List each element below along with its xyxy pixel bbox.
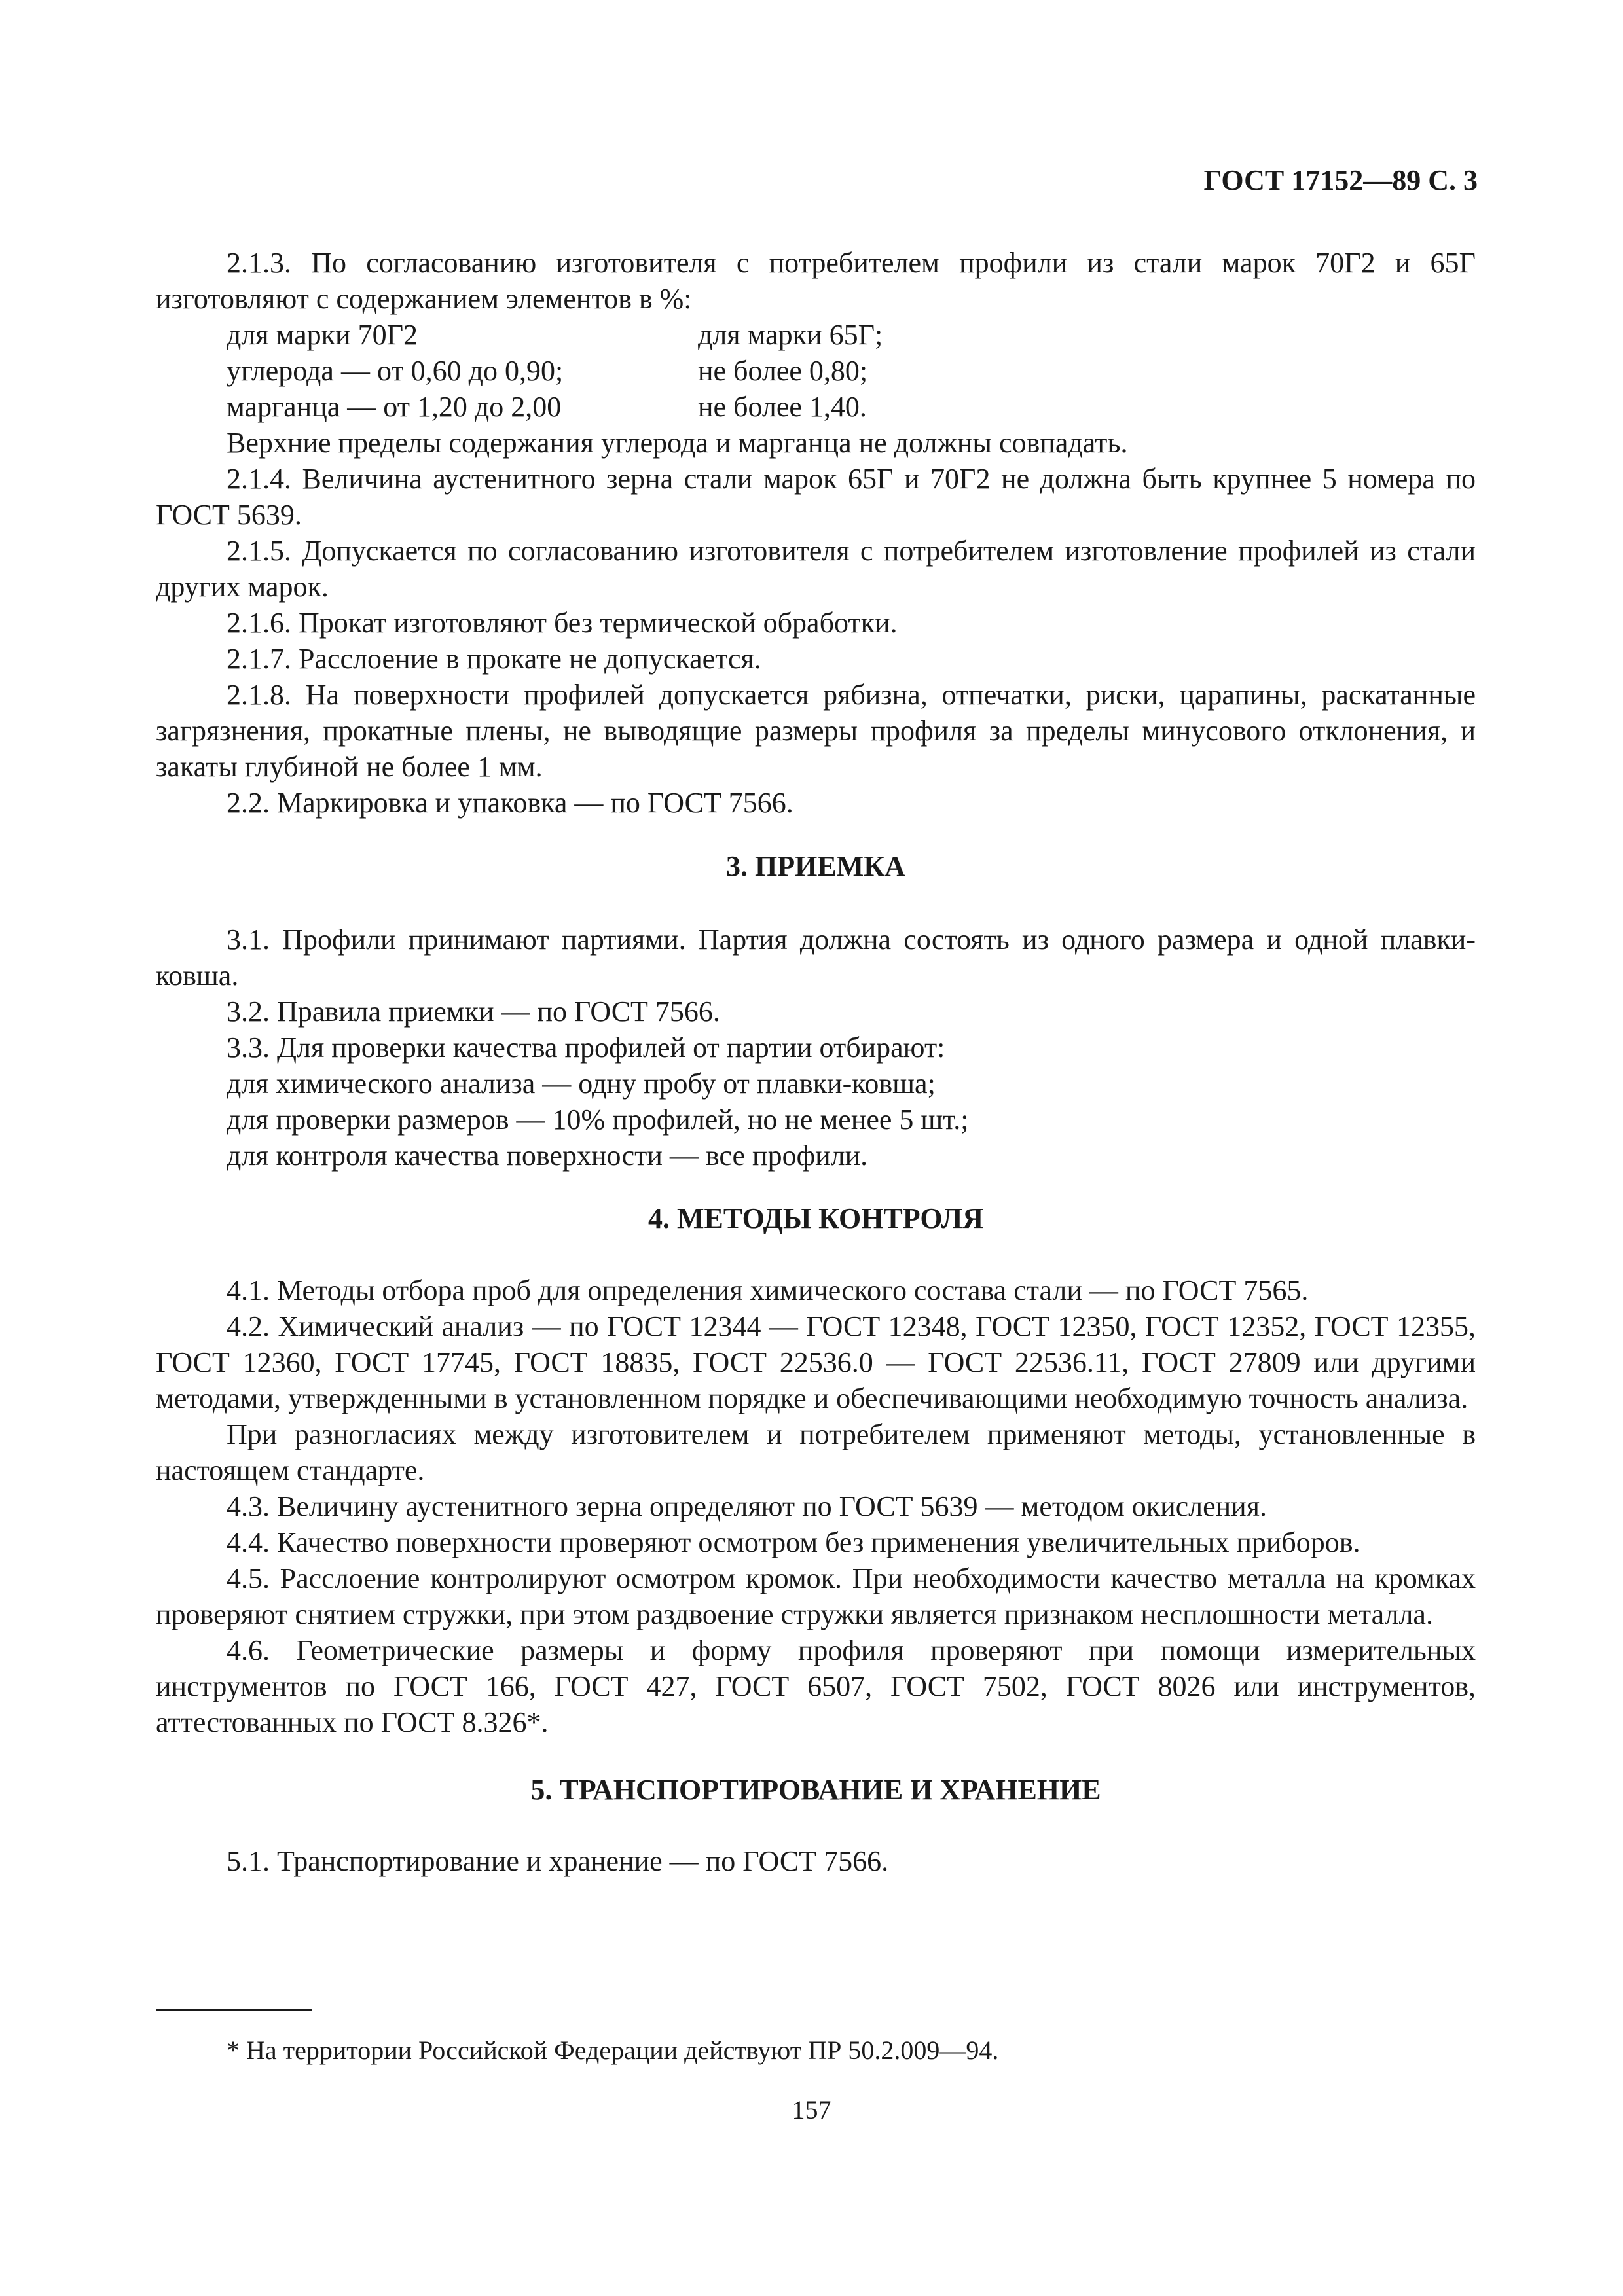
paragraph-2-1-5: 2.1.5. Допускается по согласованию изготовителя с потребителем изготовление профилей из стали других марок. [156,535,1476,603]
list-item: для контроля качества поверхности — все профили. [227,1139,868,1172]
paragraph-2-1-3: 2.1.3. По согласованию изготовителя с потребителем профили из стали марок 70Г2 и 65Г изготовляют с содержанием элементов в %: [156,247,1476,315]
document-body [156,245,1476,1879]
paragraph-3-3: 3.3. Для проверки качества профилей от партии отбирают: [227,1031,945,1064]
paragraph-2-1-7: 2.1.7. Расслоение в прокате не допускается. [227,643,761,675]
footnote: * На территории Российской Федерации действуют ПР 50.2.009—94. [227,2036,999,2065]
paragraph-3-1: 3.1. Профили принимают партиями. Партия должна состоять из одного размера и одной плавки-ковша. [156,924,1476,992]
paragraph-4-2-note: При разногласиях между изготовителем и потребителем применяют методы, установленные в настоящем стандарте. [156,1418,1476,1486]
grade-cell: марганца — от 1,20 до 2,00 [227,391,562,423]
paragraph-4-1: 4.1. Методы отбора проб для определения химического состава стали — по ГОСТ 7565. [227,1274,1309,1306]
grade-row [156,317,1476,353]
paragraph-3-2: 3.2. Правила приемки — по ГОСТ 7566. [227,996,720,1028]
paragraph-2-1-6: 2.1.6. Прокат изготовляют без термической обработки. [227,607,898,639]
grade-row [156,389,1476,425]
grade-cell: не более 1,40. [698,391,867,423]
section-heading-control-methods: 4. МЕТОДЫ КОНТРОЛЯ [648,1202,983,1234]
paragraph-4-2: 4.2. Химический анализ — по ГОСТ 12344 — ГОСТ 12348, ГОСТ 12350, ГОСТ 12352, ГОСТ 12355, ГОСТ 12360, ГОСТ 17745, ГОСТ 18835, ГОСТ 22536.0 — ГОСТ 22536.11, ГОСТ 27809 или другими методами, утвержденными в установленном порядке и обеспечивающими необходимую точность анализа. [156,1310,1476,1414]
list-item: для химического анализа — одну пробу от плавки-ковша; [227,1067,936,1100]
paragraph-4-4: 4.4. Качество поверхности проверяют осмотром без применения увеличительных приборов. [227,1526,1360,1558]
page-number: 157 [792,2095,831,2125]
grade-cell: для марки 65Г; [698,319,883,351]
paragraph-4-3: 4.3. Величину аустенитного зерна определяют по ГОСТ 5639 — методом окисления. [227,1490,1267,1522]
paragraph-2-1-8: 2.1.8. На поверхности профилей допускается рябизна, отпечатки, риски, царапины, раскатанные загрязнения, прокатные плены, не выводящие размеры профиля за пределы минусового отклонения, и закаты глубиной не более 1 мм. [156,679,1476,783]
paragraph-2-1-3-note: Верхние пределы содержания углерода и марганца не должны совпадать. [227,427,1128,459]
paragraph-4-5: 4.5. Расслоение контролируют осмотром кромок. При необходимости качество металла на кромках проверяют снятием стружки, при этом раздвоение стружки является признаком несплошности металла. [156,1562,1476,1630]
grade-cell: углерода — от 0,60 до 0,90; [227,355,564,387]
grade-row [156,353,1476,389]
section-heading-transport-storage: 5. ТРАНСПОРТИРОВАНИЕ И ХРАНЕНИЕ [530,1774,1101,1806]
section-heading-acceptance: 3. ПРИЕМКА [726,850,905,882]
paragraph-5-1: 5.1. Транспортирование и хранение — по ГОСТ 7566. [227,1845,889,1877]
page-header: ГОСТ 17152—89 С. 3 [1203,164,1478,196]
paragraph-2-1-4: 2.1.4. Величина аустенитного зерна стали марок 65Г и 70Г2 не должна быть крупнее 5 номера по ГОСТ 5639. [156,463,1476,531]
footnote-divider [156,2009,312,2011]
paragraph-2-2: 2.2. Маркировка и упаковка — по ГОСТ 7566. [227,787,793,819]
grade-cell: для марки 70Г2 [227,319,418,351]
list-item: для проверки размеров — 10% профилей, но не менее 5 шт.; [227,1103,969,1136]
paragraph-4-6: 4.6. Геометрические размеры и форму профиля проверяют при помощи измерительных инструментов по ГОСТ 166, ГОСТ 427, ГОСТ 6507, ГОСТ 7502, ГОСТ 8026 или инструментов, аттестованных по ГОСТ 8.326*. [156,1634,1476,1738]
grade-cell: не более 0,80; [698,355,868,387]
